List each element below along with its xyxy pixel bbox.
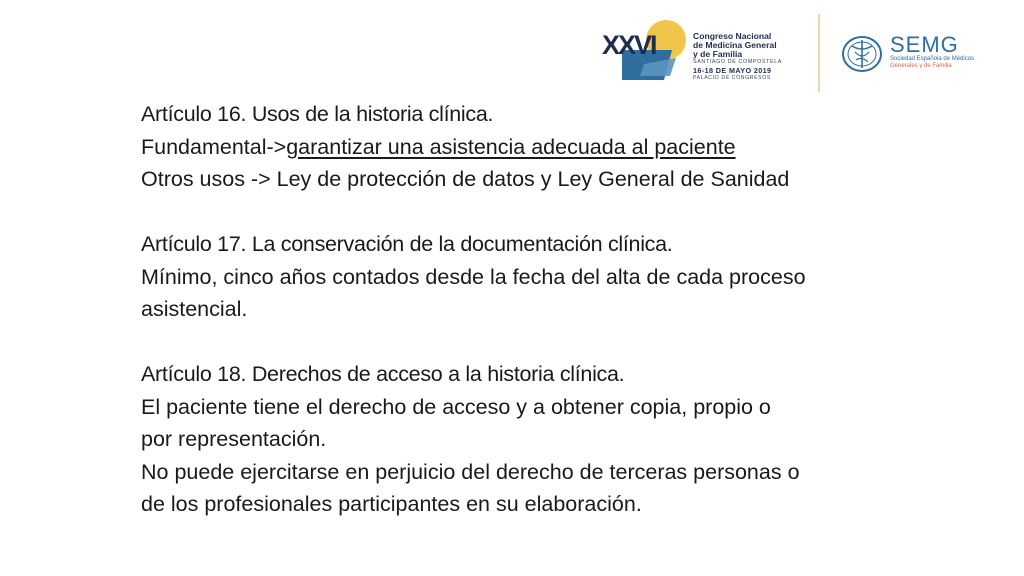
- congreso-dates: 16-18 DE MAYO 2019: [693, 66, 772, 75]
- article-16-line-2: Otros usos -> Ley de protección de datos y Ley General de Sanidad: [141, 167, 790, 191]
- semg-logo: [840, 34, 980, 74]
- article-18-line-1: El paciente tiene el derecho de acceso y a obtener copia, propio o: [141, 394, 771, 419]
- article-17-heading: Artículo 17. La conservación de la documentación clínica.: [141, 232, 673, 256]
- article-17-line-2: asistencial.: [141, 297, 248, 321]
- article-17-line-1: Mínimo, cinco años contados desde la fecha del alta de cada proceso: [141, 264, 806, 289]
- congreso-emblem: [600, 18, 695, 90]
- congreso-city: SANTIAGO DE COMPOSTELA: [693, 59, 782, 65]
- congreso-title-1: Congreso Nacional: [693, 31, 772, 41]
- article-18-line-4: de los profesionales participantes en su elaboración.: [141, 492, 642, 516]
- roman-numeral: XXVI: [602, 30, 656, 60]
- paragraph-gap: [141, 326, 921, 359]
- fundamental-underlined: garantizar una asistencia adecuada al paciente: [286, 134, 736, 159]
- congreso-title-2: de Medicina General: [693, 40, 777, 50]
- congreso-venue: PALACIO DE CONGRESOS: [693, 75, 771, 81]
- paragraph-gap: [141, 196, 921, 229]
- header-logos: [600, 14, 990, 94]
- fundamental-prefix: Fundamental->: [141, 134, 287, 159]
- semg-subtitle-1: Sociedad Española de Médicos: [890, 56, 975, 62]
- semg-subtitle-2: Generales y de Familia: [890, 63, 952, 69]
- article-16-heading: Artículo 16. Usos de la historia clínica.: [141, 102, 494, 126]
- logo-divider: [818, 14, 820, 92]
- article-18-heading: Artículo 18. Derechos de acceso a la historia clínica.: [141, 362, 625, 386]
- caduceus-icon: [840, 34, 884, 74]
- congreso-text: [693, 32, 813, 82]
- article-18-line-3: No puede ejercitarse en perjuicio del derecho de terceras personas o: [141, 459, 800, 484]
- slide-body: [141, 98, 921, 521]
- congreso-logo: [600, 18, 800, 88]
- article-16-line-1: [141, 131, 921, 164]
- semg-subtitle: [890, 56, 990, 70]
- congreso-title-3: y de Familia: [693, 49, 743, 59]
- article-18-line-2: por representación.: [141, 427, 327, 451]
- semg-wordmark: SEMG: [890, 32, 959, 57]
